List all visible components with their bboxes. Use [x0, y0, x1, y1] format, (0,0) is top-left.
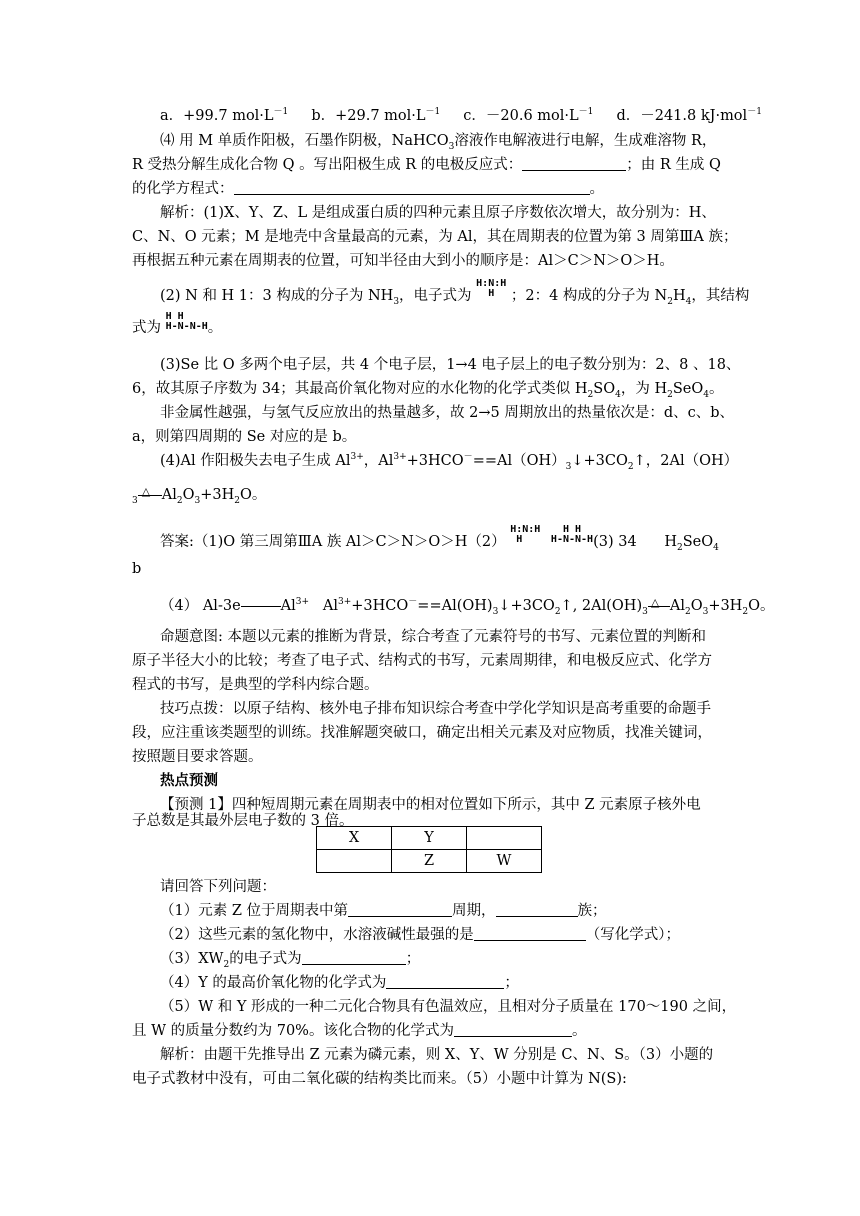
question-1: （1）元素 Z 位于周期表中第 周期， 族； [160, 903, 607, 919]
intent-b: 原子半径大小的比较；考查了电子式、结构式的书写，元素周期律，和电极反应式、化学方 [132, 653, 712, 669]
intent-c: 程式的书写，是典型的学科内综合题。 [132, 677, 379, 693]
tips-c: 按照题目要求答题。 [132, 749, 263, 765]
analysis-p2-line-2: 式为 H H H-N-N-H。 [132, 311, 223, 336]
table-cell: W [467, 850, 542, 873]
answer-blank[interactable] [348, 902, 452, 917]
prediction-a: 【预测 1】四种短周期元素在周期表中的相对位置如下所示，其中 Z 元素原子核外电 [160, 797, 701, 813]
analysis-p3a: (3)Se 比 O 多两个电子层，共 4 个电子层，1→4 电子层上的电子数分别为：2、8 、18、 [160, 357, 741, 373]
nh3-electron-formula-answer: H:N:H H [510, 524, 541, 545]
analysis-p4a: 非金属性越强，与氢气反应放出的热量越多，故 2→5 周期放出的热量依次是：d、c、b、 [160, 405, 734, 421]
question-4-line-2: R 受热分解生成化合物 Q 。写出阳极生成 R 的电极反应式： ；由 R 生成 Q [132, 157, 721, 173]
final-analysis-a: 解析：由题干先推导出 Z 元素为磷元素，则 X、Y、W 分别是 C、N、S。（3）小题的 [160, 1047, 714, 1063]
question-4-line-1: ⑷ 用 M 单质作阳极，石墨作阴极，NaHCO$_3$溶液作电解液进行电解，生成难溶物 R， [160, 133, 717, 152]
analysis-p1a: 解析：(1)X、Y、Z、L 是组成蛋白质的四种元素且原子序数依次增大，故分别为：H、 [160, 205, 716, 221]
analysis-p1c: 再根据五种元素在周期表的位置，可知半径由大到小的顺序是：Al＞C＞N＞O＞H。 [132, 253, 674, 269]
analysis-p6: $_3$ △ $Al_2O_3+3H_2O$。 [132, 484, 267, 506]
nh3-electron-formula: H:N:H H [476, 278, 507, 299]
options-line: a．+99.7 $mol\cdot L^{-1}$ b．+29.7 $mol\cdot L^{-1}$ c．－20.6 $mol\cdot L^{-1}$ d．－241.8 kJ·mol$^{-1}$ [160, 107, 762, 124]
answer-blank[interactable] [474, 926, 586, 941]
question-4: （4）Y 的最高价氧化物的化学式为 ； [160, 975, 519, 991]
answer-blank[interactable] [386, 974, 504, 989]
question-5a: （5）W 和 Y 形成的一种二元化合物具有色温效应，且相对分子质量在 170～190 之间， [160, 999, 737, 1015]
analysis-p3b: 6，故其原子序数为 34；其最高价氧化物对应的水化物的化学式类似 $H_2SO_4$，为 $H_2SeO_4$。 [132, 381, 724, 400]
analysis-p5: (4)Al 作阳极失去电子生成 $Al^{3+}$，$Al^{3+}+3HCO^-==Al(OH)_3↓+3CO_2↑$，2Al（OH） [160, 452, 739, 472]
question-3: $(3)XW_2$的电子式为 ； [160, 951, 421, 970]
answer-line-1: 答案:（1)O 第三周第ⅢA 族 Al＞C＞N＞O＞H（2） H:N:H H H H H-N-N-H(3) 34 $H_2SeO_4$ [160, 524, 719, 553]
table-cell [467, 827, 542, 850]
questions-intro: 请回答下列问题： [160, 879, 276, 895]
question-4-line-3: 的化学方程式： 。 [132, 181, 604, 197]
table-cell: Y [392, 827, 467, 850]
question-2: （2）这些元素的氢化物中，水溶液碱性最强的是 （写化学式）； [160, 927, 680, 943]
answer-line-3: （4） Al-3e $Al^{3+}$ $Al^{3+}+3HCO^-==Al(OH)_3↓+3CO_2↑$, $2Al(OH)_3$ △ $Al_2O_3+3H_2O$。 [160, 595, 775, 617]
answer-line-2: b [132, 561, 142, 577]
analysis-p2-line-1: (2) N 和 H 1：3 构成的分子为 $NH_3$，电子式为 H:N:H H ；2：4 构成的分子为 $N_2H_4$，其结构 [160, 278, 750, 307]
intent-a: 命题意图: 本题以元素的推断为背景，综合考查了元素符号的书写、元素位置的判断和 [160, 629, 706, 645]
analysis-p1b: C、N、O 元素；M 是地壳中含量最高的元素，为 Al，其在周期表的位置为第 3 周第ⅢA 族； [132, 229, 738, 245]
table-cell [317, 850, 392, 873]
periodic-position-table [316, 826, 542, 873]
answer-blank[interactable] [496, 902, 578, 917]
table-cell: Z [392, 850, 467, 873]
table-cell: X [317, 827, 392, 850]
tips-b: 段，应注重该类题型的训练。找准解题突破口，确定出相关元素及对应物质，找准关键词， [132, 725, 712, 741]
section-heading: 热点预测 [160, 772, 218, 789]
tips-a: 技巧点拨：以原子结构、核外电子排布知识综合考查中学化学知识是高考重要的命题手 [160, 701, 711, 717]
question-5b: 且 W 的质量分数约为 70%。该化合物的化学式为 。 [132, 1023, 587, 1039]
answer-blank[interactable] [454, 1022, 572, 1037]
answer-blank[interactable] [522, 156, 626, 171]
prediction-b: 子总数是其最外层电子数的 3 倍。 [132, 813, 354, 829]
answer-blank[interactable] [302, 950, 406, 965]
final-analysis-b: 电子式教材中没有，可由二氧化碳的结构类比而来。（5）小题中计算为 N(S): [132, 1071, 627, 1087]
analysis-p4b: a，则第四周期的 Se 对应的是 b。 [132, 429, 357, 445]
n2h4-structural-formula: H H H-N-N-H [165, 311, 208, 332]
n2h4-structural-formula-answer: H H H-N-N-H [550, 524, 594, 545]
answer-blank[interactable] [234, 180, 590, 195]
